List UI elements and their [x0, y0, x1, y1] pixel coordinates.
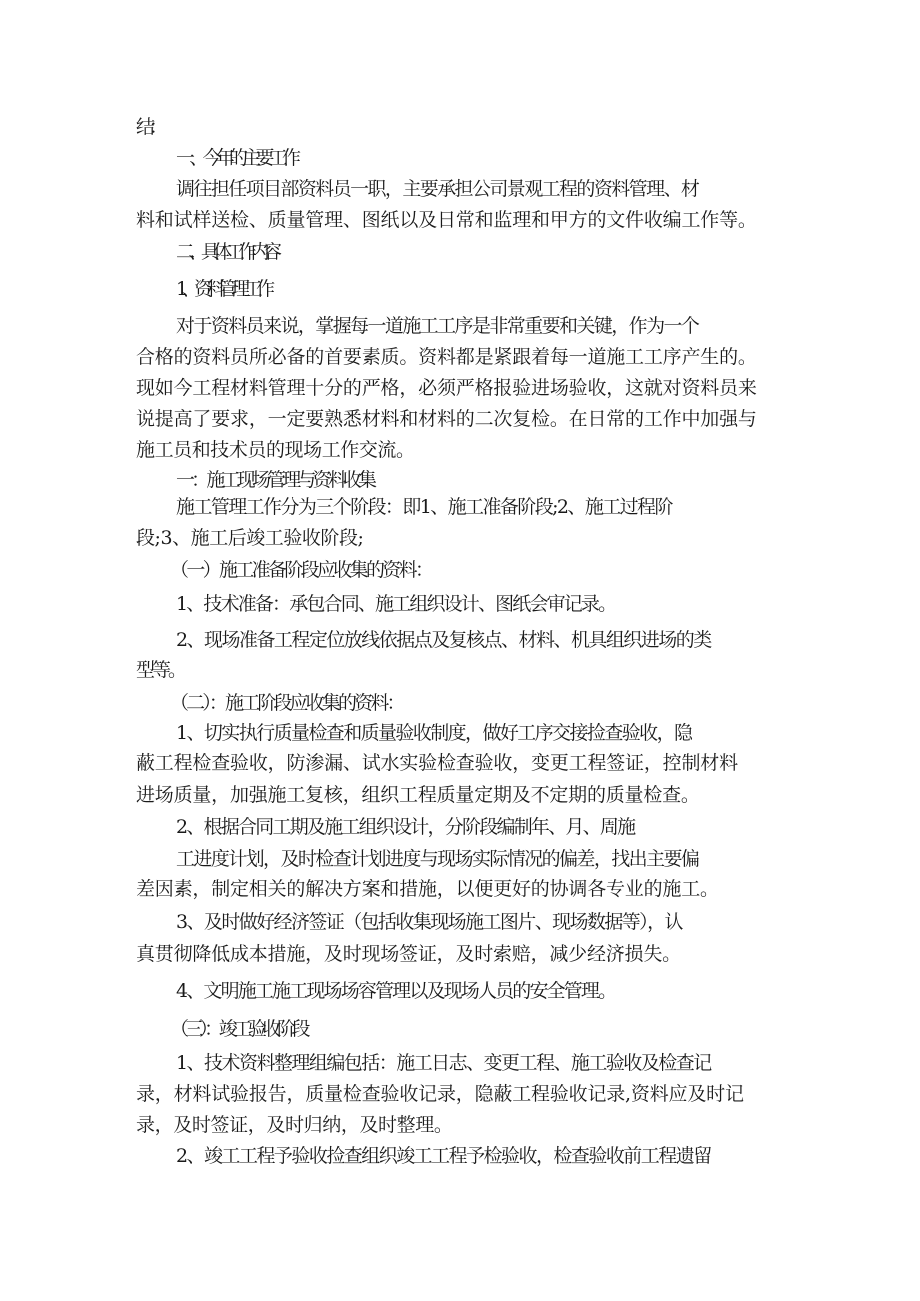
paragraph-line: 1、切实执行质量检查和质量验收制度，做好工序交接捡查验收，隐 — [176, 722, 692, 744]
paragraph-line: 2、根据合同工期及施工组织设计，分阶段编制年、月、周施 — [176, 816, 635, 838]
paragraph-line: 差因素，制定相关的解决方案和措施，以便更好的协调各专业的施工。 — [136, 878, 719, 900]
paragraph-line: 录，及时签证，及时归纳，及时整理。 — [136, 1114, 453, 1136]
paragraph-line: 1、资料管理工作 — [176, 278, 269, 300]
paragraph-line: 型等。 — [136, 659, 185, 681]
paragraph-line: 二、具体工作内容 — [176, 241, 276, 263]
paragraph-line: 段;3、施工后竣工验收阶段; — [136, 527, 364, 549]
paragraph-line: 一、今年的主要工作 — [176, 147, 296, 169]
paragraph-line: 蔽工程检查验收，防渗漏、试水实验检查验收，变更工程签证，控制材料 — [136, 752, 738, 774]
paragraph-line: 进场质量，加强施工复核，组织工程质量定期及不定期的质量检查。 — [136, 784, 700, 806]
paragraph-line: 调往担任项目部资料员一职，主要承担公司景观工程的资料管理、材 — [176, 178, 699, 200]
paragraph-line: 1、技术准备：承包合同、施工组织设计、图纸会审记录。 — [176, 593, 616, 615]
paragraph-line: 2、竣工工程予验收捡查组织竣工工程予检验收，检查验收前工程遗留 — [176, 1145, 711, 1167]
paragraph-line: 合格的资料员所必备的首要素质。资料都是紧跟着每一道施工工序产生的。 — [136, 346, 757, 368]
paragraph-line: （三）：竣工验收阶段 — [170, 1018, 307, 1040]
paragraph-line: 现如今工程材料管理十分的严格，必须严格报验进场验收，这就对资料员来 — [136, 377, 757, 399]
paragraph-line: 2、现场准备工程定位放线依据点及复核点、材料、机具组织进场的类 — [176, 629, 711, 651]
paragraph-line: （二）：施工阶段应收集的资料： — [170, 692, 403, 714]
paragraph-line: 4、文明施工施工现场场容管理以及现场人员的安全管理。 — [176, 980, 616, 1002]
paragraph-line: 施工管理工作分为三个阶段：即1、施工准备阶段;2、施工过程阶 — [176, 496, 672, 518]
paragraph-line: 工进度计划，及时检查计划进度与现场实际情况的偏差，找出主要偏 — [176, 848, 699, 870]
paragraph-line: 真贯彻降低成本措施，及时现场签证，及时索赔，减少经济损失。 — [136, 943, 681, 965]
paragraph-line: 录，材料试验报告，质量检查验收记录，隐蔽工程验收记录,资料应及时记 — [136, 1083, 744, 1105]
paragraph-line: 3、及时做好经济签证（包括收集现场施工图片、现场数据等），认 — [176, 911, 682, 933]
paragraph-line: 对于资料员来说，掌握每一道施工工序是非常重要和关键，作为一个 — [176, 315, 699, 337]
paragraph-line: 说提高了要求，一定要熟悉材料和材料的二次复检。在日常的工作中加强与 — [136, 408, 757, 430]
paragraph-line: 1、技术资料整理组编包括：施工日志、变更工程、施工验收及检查记 — [176, 1052, 711, 1074]
paragraph-line: 料和试样送检、质量管理、图纸以及日常和监理和甲方的文件收编工作等。 — [136, 209, 757, 231]
paragraph-line: 结： — [136, 116, 163, 138]
paragraph-line: （一）施工准备阶段应收集的资料： — [170, 559, 432, 581]
paragraph-line: 施工员和技术员的现场工作交流。 — [136, 439, 415, 461]
paragraph-line: 一：施工现场管理与资料收集 — [176, 469, 374, 491]
